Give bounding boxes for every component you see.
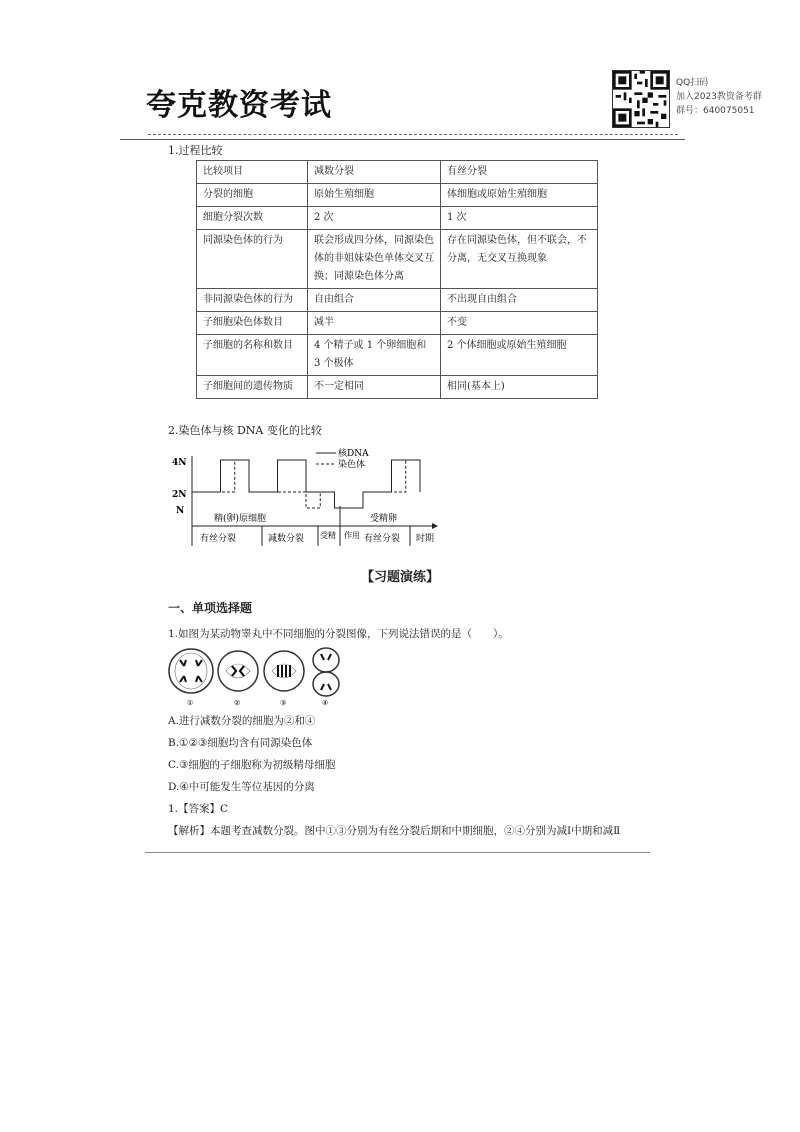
table-cell: 2 次: [308, 207, 441, 230]
option-a: A.进行减数分裂的细胞为②和④: [168, 715, 316, 727]
phase-label: 有丝分裂: [364, 534, 401, 544]
table-cell: 分裂的细胞: [197, 184, 308, 207]
table-cell: 不一定相同: [308, 376, 441, 399]
table-cell: 1 次: [441, 207, 598, 230]
table-cell: 子细胞间的遗传物质: [197, 376, 308, 399]
exercise-title: 【习题演练】: [360, 570, 439, 585]
table-cell: 自由组合: [308, 289, 441, 312]
table-cell: 不出现自由组合: [441, 289, 598, 312]
divider-line: [120, 139, 685, 140]
question-text: 1.如图为某动物睾丸中不同细胞的分裂图像，下列说法错误的是（ ）。: [168, 628, 509, 640]
table-cell: 细胞分裂次数: [197, 207, 308, 230]
phase-label: 减数分裂: [268, 534, 305, 544]
cell-4: [313, 648, 339, 696]
table-cell: 同源染色体的行为: [197, 230, 308, 289]
x-axis-label: 时期: [416, 534, 435, 544]
qr-line-3: 群号：640075051: [676, 106, 755, 116]
table-row: [197, 335, 598, 376]
table-cell: 不变: [441, 312, 598, 335]
table-cell: 子细胞染色体数目: [197, 312, 308, 335]
cell-2: [218, 651, 258, 691]
table-header-cell: 比较项目: [197, 161, 308, 184]
table-cell: 2 个体细胞或原始生殖细胞: [441, 335, 598, 376]
cell-label: ①: [187, 699, 194, 707]
option-c: C.③细胞的子细胞称为初级精母细胞: [168, 759, 336, 771]
y-tick-label: 4N: [172, 458, 187, 468]
table-cell: 相同(基本上): [441, 376, 598, 399]
table-header-row: [197, 161, 598, 184]
table-cell: 子细胞的名称和数目: [197, 335, 308, 376]
analysis-text: 【解析】本题考查减数分裂。图中①③分别为有丝分裂后期和中期细胞，②④分别为减Ⅰ中期和减Ⅱ: [168, 825, 621, 837]
table-cell: 存在同源染色体，但不联会，不分离，无交叉互换现象: [441, 230, 598, 289]
phase-label: 作用: [344, 531, 360, 540]
qr-code: [612, 70, 670, 128]
section-heading-2: 2.染色体与核 DNA 变化的比较: [168, 424, 322, 437]
table-row: [197, 289, 598, 312]
cell-1: [169, 649, 213, 693]
table-cell: 非同源染色体的行为: [197, 289, 308, 312]
cell-label: ③: [280, 699, 287, 707]
table-cell: 体细胞或原始生殖细胞: [441, 184, 598, 207]
y-tick-label: 2N: [172, 490, 187, 500]
qr-line-1: QQ扫码: [676, 78, 709, 88]
table-row: [197, 184, 598, 207]
comparison-table: [196, 160, 598, 399]
cell-label: ②: [234, 699, 241, 707]
y-tick-label: N: [176, 506, 185, 516]
brand-title: 夸克教资考试: [146, 88, 332, 123]
bottom-divider: [145, 852, 650, 853]
table-header-cell: 有丝分裂: [441, 161, 598, 184]
table-cell: 减半: [308, 312, 441, 335]
table-row: [197, 376, 598, 399]
part-heading: 一、单项选择题: [168, 601, 253, 615]
dna-chromosome-chart: [170, 442, 440, 552]
cell-3: [264, 651, 304, 691]
table-row: [197, 312, 598, 335]
x-axis-arrow: [432, 523, 438, 529]
divider-dashed: [148, 134, 678, 135]
cell-label: ④: [322, 699, 329, 707]
table-row: [197, 230, 598, 289]
table-cell: 原始生殖细胞: [308, 184, 441, 207]
phase-label: 有丝分裂: [200, 534, 237, 544]
cell-division-figure: [166, 646, 356, 708]
legend-label: 核DNA: [338, 449, 369, 459]
section-heading-1: 1.过程比较: [168, 144, 223, 157]
stage-label: 精(卵)原细胞: [214, 514, 267, 524]
qr-line-2: 加入2023教资备考群: [676, 92, 762, 102]
option-b: B.①②③细胞均含有同源染色体: [168, 737, 313, 749]
table-header-cell: 减数分裂: [308, 161, 441, 184]
answer-text: 1.【答案】C: [168, 803, 229, 815]
table-cell: 联会形成四分体，同源染色体的非姐妹染色单体交叉互换；同源染色体分离: [308, 230, 441, 289]
stage-label: 受精卵: [370, 514, 398, 524]
option-d: D.④中可能发生等位基因的分离: [168, 781, 315, 793]
phase-label: 受精: [320, 531, 336, 540]
table-cell: 4 个精子或 1 个卵细胞和 3 个极体: [308, 335, 441, 376]
qr-info: [676, 76, 762, 118]
table-row: [197, 207, 598, 230]
legend-label: 染色体: [338, 460, 366, 470]
